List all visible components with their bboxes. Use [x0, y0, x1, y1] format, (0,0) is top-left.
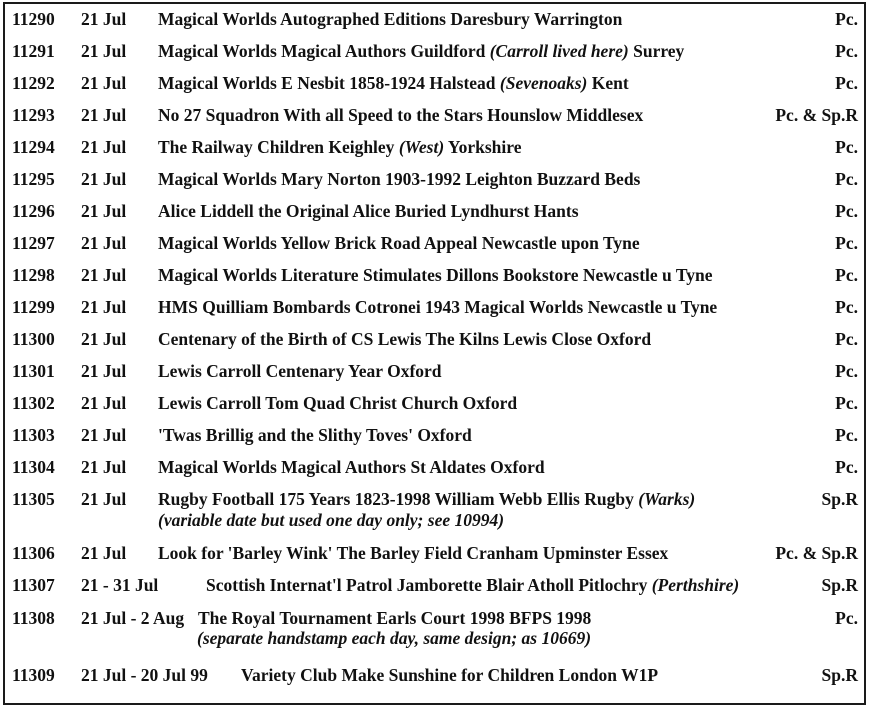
list-item	[0, 388, 872, 418]
item-number: 11303	[12, 425, 55, 445]
item-text: The Royal Tournament Earls Court 1998 BFPS 1998	[198, 608, 592, 628]
item-date: 21 Jul - 2 Aug	[81, 608, 185, 628]
item-code: Pc.	[835, 233, 858, 253]
item-number: 11295	[12, 169, 55, 189]
item-code: Pc.	[835, 137, 858, 157]
list-item	[0, 356, 872, 386]
item-code: Pc.	[835, 425, 858, 445]
item-description	[158, 68, 629, 98]
item-location-note: (West)	[398, 137, 445, 157]
item-date: 21 Jul	[81, 169, 127, 189]
list-item	[0, 660, 872, 690]
item-code: Pc. & Sp.R	[775, 105, 858, 125]
item-number: 11301	[12, 361, 55, 381]
item-code: Pc.	[835, 329, 858, 349]
item-date: 21 Jul	[81, 201, 127, 221]
item-description	[158, 388, 517, 418]
item-description	[158, 196, 579, 226]
item-code: Pc.	[835, 297, 858, 317]
item-number: 11294	[12, 137, 55, 157]
list-item	[0, 68, 872, 98]
item-text: Kent	[587, 73, 629, 93]
list-item	[0, 132, 872, 162]
item-date: 21 Jul	[81, 105, 127, 125]
item-text: Lewis Carroll Centenary Year Oxford	[158, 361, 442, 381]
item-location-note: (Warks)	[638, 489, 696, 509]
item-number: 11291	[12, 41, 55, 61]
item-code: Pc. & Sp.R	[775, 543, 858, 563]
item-text: HMS Quilliam Bombards Cotronei 1943 Magical Worlds Newcastle u Tyne	[158, 297, 718, 317]
item-code: Pc.	[835, 169, 858, 189]
item-text: Magical Worlds Magical Authors St Aldates Oxford	[158, 457, 545, 477]
list-item	[0, 570, 872, 600]
item-number: 11307	[12, 575, 55, 595]
item-date: 21 Jul	[81, 41, 127, 61]
item-code: Sp.R	[821, 665, 858, 685]
item-text: Magical Worlds Mary Norton 1903-1992 Leighton Buzzard Beds	[158, 169, 641, 189]
item-text: Rugby Football 175 Years 1823-1998 William Webb Ellis Rugby	[158, 489, 639, 509]
item-text: Variety Club Make Sunshine for Children London W1P	[241, 665, 659, 685]
item-description	[158, 36, 684, 66]
list-item	[0, 4, 872, 34]
item-code: Pc.	[835, 265, 858, 285]
list-item	[0, 196, 872, 226]
row-note-11308: (separate handstamp each day, same design; as 10669)	[197, 628, 592, 648]
list-item	[0, 324, 872, 354]
item-location-note: (Carroll lived here)	[489, 41, 629, 61]
item-description	[158, 356, 442, 386]
list-item	[0, 36, 872, 66]
item-date: 21 - 31 Jul	[81, 575, 159, 595]
item-date: 21 Jul	[81, 489, 127, 509]
item-text: Alice Liddell the Original Alice Buried Lyndhurst Hants	[158, 201, 579, 221]
item-date: 21 Jul	[81, 265, 127, 285]
item-code: Pc.	[835, 393, 858, 413]
item-text: Centenary of the Birth of CS Lewis The Kilns Lewis Close Oxford	[158, 329, 652, 349]
item-number: 11309	[12, 665, 55, 685]
item-text: Magical Worlds E Nesbit 1858-1924 Halstead	[158, 73, 500, 93]
item-description	[158, 132, 521, 162]
item-text: Magical Worlds Autographed Editions Daresbury Warrington	[158, 9, 623, 29]
item-code: Pc.	[835, 608, 858, 628]
item-code: Pc.	[835, 361, 858, 381]
item-text: Lewis Carroll Tom Quad Christ Church Oxford	[158, 393, 518, 413]
item-description	[158, 420, 472, 450]
item-date: 21 Jul	[81, 543, 127, 563]
list-item	[0, 260, 872, 290]
item-description	[158, 452, 545, 482]
item-description	[158, 4, 622, 34]
item-number: 11305	[12, 489, 55, 509]
list-item	[0, 292, 872, 322]
item-text: 'Twas Brillig and the Slithy Toves' Oxford	[158, 425, 472, 445]
item-description	[158, 100, 643, 130]
row-note-11305: (variable date but used one day only; see 10994)	[158, 510, 505, 530]
item-number: 11297	[12, 233, 55, 253]
item-date: 21 Jul	[81, 73, 127, 93]
item-date: 21 Jul	[81, 137, 127, 157]
item-number: 11296	[12, 201, 55, 221]
item-description	[241, 660, 658, 690]
item-date: 21 Jul	[81, 393, 127, 413]
item-text: Magical Worlds Literature Stimulates Dillons Bookstore Newcastle u Tyne	[158, 265, 713, 285]
item-number: 11306	[12, 543, 55, 563]
item-code: Pc.	[835, 201, 858, 221]
item-description	[158, 164, 640, 194]
item-code: Pc.	[835, 41, 858, 61]
item-description	[158, 260, 712, 290]
item-text: Scottish Internat'l Patrol Jamborette Blair Atholl Pitlochry	[206, 575, 652, 595]
item-text: Magical Worlds Magical Authors Guildford	[158, 41, 490, 61]
item-number: 11300	[12, 329, 55, 349]
item-number: 11293	[12, 105, 55, 125]
item-description	[158, 228, 640, 258]
item-date: 21 Jul	[81, 329, 127, 349]
item-date: 21 Jul	[81, 425, 127, 445]
item-text: Magical Worlds Yellow Brick Road Appeal Newcastle upon Tyne	[158, 233, 640, 253]
item-text: No 27 Squadron With all Speed to the Stars Hounslow Middlesex	[158, 105, 644, 125]
item-number: 11299	[12, 297, 55, 317]
list-item	[0, 538, 872, 568]
list-item	[0, 228, 872, 258]
item-number: 11292	[12, 73, 55, 93]
item-code: Sp.R	[821, 489, 858, 509]
item-code: Pc.	[835, 73, 858, 93]
item-number: 11302	[12, 393, 55, 413]
list-item	[0, 164, 872, 194]
item-number: 11290	[12, 9, 55, 29]
item-text: Surrey	[628, 41, 685, 61]
item-location-note: (Perthshire)	[651, 575, 740, 595]
item-date: 21 Jul	[81, 457, 127, 477]
item-text: Yorkshire	[444, 137, 522, 157]
item-location-note: (Sevenoaks)	[499, 73, 588, 93]
item-number: 11304	[12, 457, 55, 477]
item-date: 21 Jul - 20 Jul 99	[81, 665, 208, 685]
item-code: Sp.R	[821, 575, 858, 595]
item-text: Look for 'Barley Wink' The Barley Field Cranham Upminster Essex	[158, 543, 669, 563]
list-item	[0, 100, 872, 130]
item-date: 21 Jul	[81, 361, 127, 381]
item-description	[206, 570, 739, 600]
item-code: Pc.	[835, 9, 858, 29]
item-date: 21 Jul	[81, 9, 127, 29]
item-description	[158, 292, 717, 322]
list-item	[0, 420, 872, 450]
item-date: 21 Jul	[81, 233, 127, 253]
item-description	[158, 538, 668, 568]
item-description	[158, 324, 651, 354]
item-number: 11308	[12, 608, 55, 628]
item-number: 11298	[12, 265, 55, 285]
item-date: 21 Jul	[81, 297, 127, 317]
list-item	[0, 452, 872, 482]
item-code: Pc.	[835, 457, 858, 477]
item-text: The Railway Children Keighley	[158, 137, 399, 157]
